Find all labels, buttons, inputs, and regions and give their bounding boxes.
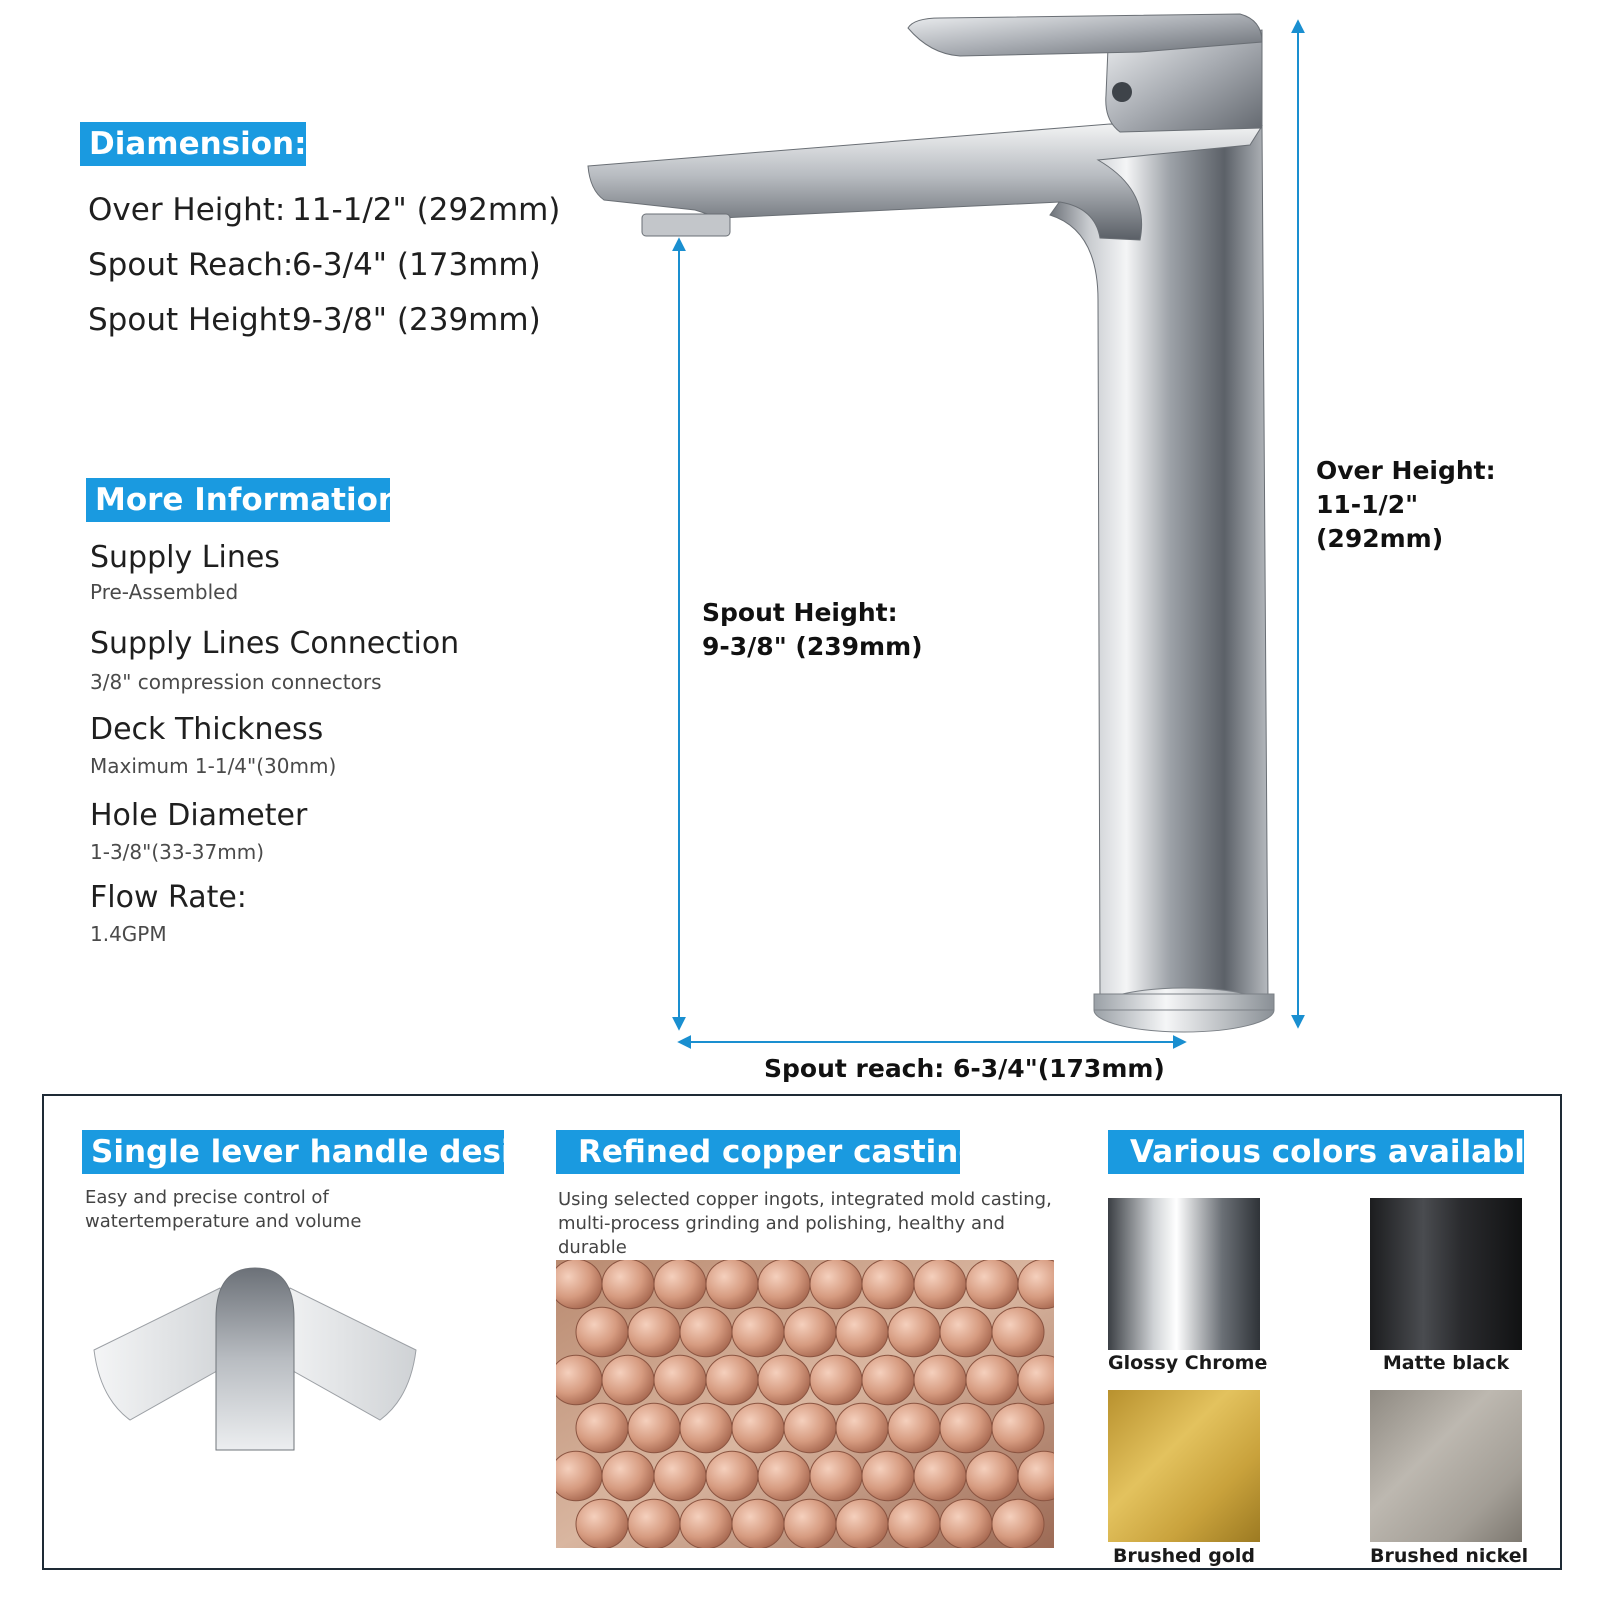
copper-ingot: [966, 1260, 1018, 1309]
copper-ingot: [940, 1499, 992, 1548]
copper-ingot: [784, 1499, 836, 1548]
copper-ingot: [602, 1355, 654, 1404]
copper-ingot: [914, 1451, 966, 1500]
callout-line: Spout Height:: [702, 598, 898, 627]
lever-center-position: [216, 1268, 294, 1450]
feature-heading-copper-casting: Refined copper casting: [556, 1130, 960, 1174]
callout-line: 9-3/8" (239mm): [702, 632, 923, 661]
copper-ingot: [576, 1403, 628, 1452]
copper-ingot: [732, 1499, 784, 1548]
callout-line: 11-1/2": [1316, 490, 1419, 519]
faucet-aerator: [642, 214, 730, 236]
dimension-label: Spout Height:: [88, 302, 301, 338]
info-detail-supply-lines: Pre-Assembled: [90, 580, 239, 604]
copper-ingot: [732, 1403, 784, 1452]
copper-ingot: [914, 1355, 966, 1404]
feature-description-single-lever: Easy and precise control of watertemperature and volume: [85, 1187, 362, 1232]
copper-ingot: [836, 1499, 888, 1548]
swatch-label-glossy-chrome: Glossy Chrome: [1108, 1352, 1268, 1374]
copper-ingot: [836, 1403, 888, 1452]
swatch-label-brushed-nickel: Brushed nickel: [1370, 1545, 1529, 1567]
info-title-supply-lines: Supply Lines: [90, 540, 280, 575]
copper-ingot: [992, 1403, 1044, 1452]
copper-ingot: [556, 1451, 602, 1500]
copper-ingot: [862, 1355, 914, 1404]
copper-ingot: [732, 1307, 784, 1356]
info-detail-flow-rate: 1.4GPM: [90, 922, 167, 946]
feature-description-copper-casting: Using selected copper ingots, integrated mold casting, multi-process grinding and polishing, healthy and durable: [558, 1189, 1052, 1258]
info-title-supply-lines-connection: Supply Lines Connection: [90, 626, 460, 661]
dimension-label: Spout Reach:: [88, 247, 294, 283]
copper-ingot: [836, 1307, 888, 1356]
copper-ingot: [784, 1403, 836, 1452]
info-title-flow-rate: Flow Rate:: [90, 880, 247, 915]
copper-ingot: [680, 1307, 732, 1356]
spout-height-callout: [702, 596, 923, 664]
copper-ingot: [654, 1451, 706, 1500]
feature-heading-single-lever: Single lever handle design: [82, 1130, 504, 1174]
info-detail-hole-diameter: 1-3/8"(33-37mm): [90, 840, 265, 864]
copper-ingot: [966, 1355, 1018, 1404]
copper-ingot: [758, 1451, 810, 1500]
copper-ingot: [810, 1451, 862, 1500]
copper-ingot: [888, 1499, 940, 1548]
copper-ingot: [602, 1260, 654, 1309]
lever-motion-illustration: [90, 1258, 420, 1458]
copper-ingot: [706, 1355, 758, 1404]
swatch-brushed-gold: [1108, 1390, 1260, 1542]
copper-ingot: [680, 1403, 732, 1452]
dimension-value: 6-3/4" (173mm): [292, 247, 541, 283]
copper-ingot: [628, 1307, 680, 1356]
copper-ingot: [654, 1260, 706, 1309]
copper-ingot: [940, 1307, 992, 1356]
callout-line: (292mm): [1316, 524, 1444, 553]
more-info-heading: More Information: [86, 478, 390, 522]
copper-ingot: [784, 1307, 836, 1356]
feature-heading-colors: Various colors available: [1108, 1130, 1524, 1174]
dimension-value: 9-3/8" (239mm): [292, 302, 541, 338]
over-height-callout: [1316, 454, 1496, 556]
copper-ingot: [758, 1355, 810, 1404]
swatch-glossy-chrome: [1108, 1198, 1260, 1350]
faucet-body: [1050, 126, 1268, 1000]
swatch-label-matte-black: Matte black: [1382, 1352, 1510, 1374]
copper-ingot: [862, 1451, 914, 1500]
copper-ingot: [628, 1403, 680, 1452]
faucet-screw: [1112, 82, 1132, 102]
copper-ingot: [654, 1355, 706, 1404]
copper-ingot: [940, 1403, 992, 1452]
dimension-heading: Diamension:: [80, 122, 306, 166]
spout-reach-callout: Spout reach: 6-3/4"(173mm): [764, 1054, 1165, 1083]
copper-ingot: [992, 1307, 1044, 1356]
copper-ingot: [966, 1451, 1018, 1500]
copper-ingots-image: [556, 1260, 1054, 1548]
swatch-label-brushed-gold: Brushed gold: [1112, 1545, 1256, 1567]
info-title-deck-thickness: Deck Thickness: [90, 712, 324, 747]
copper-ingot: [680, 1499, 732, 1548]
copper-ingot: [556, 1260, 602, 1309]
copper-ingot: [810, 1355, 862, 1404]
info-detail-deck-thickness: Maximum 1-1/4"(30mm): [90, 754, 337, 778]
swatch-matte-black: [1370, 1198, 1522, 1350]
copper-ingot: [602, 1451, 654, 1500]
callout-line: Over Height:: [1316, 456, 1496, 485]
info-detail-supply-lines-connection: 3/8" compression connectors: [90, 670, 382, 694]
copper-ingot: [706, 1451, 758, 1500]
faucet-base-ring: [1094, 994, 1274, 1010]
dimension-value: 11-1/2" (292mm): [292, 192, 561, 228]
copper-ingot: [888, 1403, 940, 1452]
copper-ingot: [576, 1499, 628, 1548]
copper-ingot: [914, 1260, 966, 1309]
dimension-label: Over Height:: [88, 192, 286, 228]
copper-ingot: [628, 1499, 680, 1548]
copper-ingot: [862, 1260, 914, 1309]
copper-ingot: [706, 1260, 758, 1309]
copper-ingot: [758, 1260, 810, 1309]
swatch-brushed-nickel: [1370, 1390, 1522, 1542]
copper-ingot: [556, 1355, 602, 1404]
copper-ingot: [576, 1307, 628, 1356]
info-title-hole-diameter: Hole Diameter: [90, 798, 308, 833]
copper-ingot: [888, 1307, 940, 1356]
copper-ingot: [810, 1260, 862, 1309]
copper-ingot: [992, 1499, 1044, 1548]
